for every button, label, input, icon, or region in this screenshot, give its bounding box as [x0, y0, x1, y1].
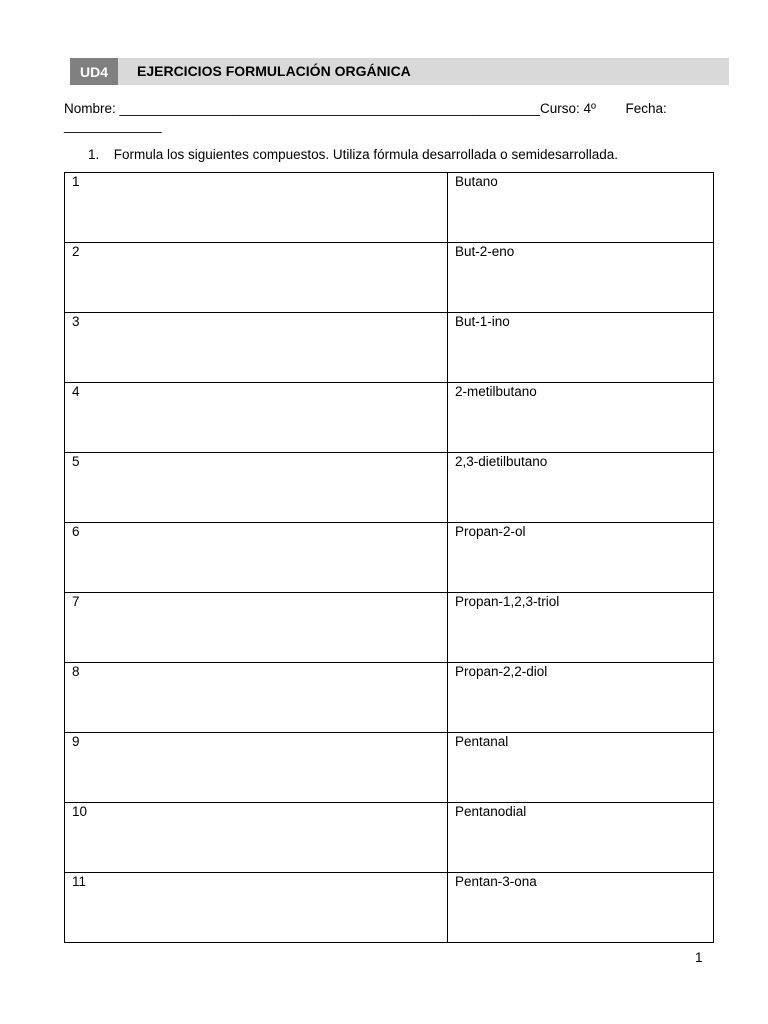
compound-number: 9 [72, 734, 80, 749]
answer-cell[interactable] [65, 383, 448, 453]
compound-name-cell [448, 593, 714, 663]
answer-cell[interactable] [65, 243, 448, 313]
fecha-blank[interactable]: _____________ [64, 118, 162, 133]
answer-cell[interactable] [65, 523, 448, 593]
table-row [65, 803, 714, 873]
compound-name: 2,3-dietilbutano [455, 454, 548, 469]
table-row [65, 243, 714, 313]
nombre-blank[interactable]: ________________________________________________________ [119, 101, 540, 116]
answer-cell[interactable] [65, 173, 448, 243]
answer-cell[interactable] [65, 593, 448, 663]
compound-name: Propan-1,2,3-triol [455, 594, 560, 609]
nombre-label: Nombre: [64, 101, 116, 116]
table-row [65, 733, 714, 803]
table-row [65, 523, 714, 593]
compound-name-cell [448, 733, 714, 803]
answer-cell[interactable] [65, 663, 448, 733]
student-info-line [64, 100, 704, 117]
compound-name-cell [448, 803, 714, 873]
compound-name: Propan-2,2-diol [455, 664, 548, 679]
answer-cell[interactable] [65, 733, 448, 803]
table-row [65, 663, 714, 733]
compound-name-cell [448, 173, 714, 243]
compound-number: 4 [72, 384, 80, 399]
compound-name: Pentan-3-ona [455, 874, 537, 889]
compound-number: 8 [72, 664, 80, 679]
table-row [65, 873, 714, 943]
table-row [65, 383, 714, 453]
compound-number: 7 [72, 594, 80, 609]
curso-label: Curso: [539, 101, 580, 116]
table-row [65, 593, 714, 663]
compound-name-cell [448, 663, 714, 733]
compound-name: Butano [455, 174, 498, 189]
compound-name: But-1-ino [455, 314, 510, 329]
document-title: EJERCICIOS FORMULACIÓN ORGÁNICA [137, 63, 411, 79]
page-number: 1 [695, 950, 703, 965]
unit-badge: UD4 [70, 58, 118, 85]
compound-name-cell [448, 523, 714, 593]
table-row [65, 313, 714, 383]
header-bar [70, 58, 729, 85]
compound-name: Pentanal [455, 734, 509, 749]
compound-number: 10 [72, 804, 88, 819]
fecha-label: Fecha: [625, 101, 667, 116]
answer-cell[interactable] [65, 453, 448, 523]
answer-cell[interactable] [65, 803, 448, 873]
compound-name: Propan-2-ol [455, 524, 526, 539]
curso-value: 4º [583, 101, 596, 116]
compound-number: 5 [72, 454, 80, 469]
compound-name-cell [448, 453, 714, 523]
exercise-text: Formula los siguientes compuestos. Utiliza fórmula desarrollada o semidesarrollada. [113, 147, 618, 162]
compound-name-cell [448, 243, 714, 313]
exercise-instruction [88, 146, 618, 163]
compound-number: 11 [72, 874, 87, 889]
compound-number: 1 [72, 174, 80, 189]
compound-number: 3 [72, 314, 80, 329]
compound-number: 2 [72, 244, 80, 259]
compound-name-cell [448, 383, 714, 453]
compounds-table [64, 172, 714, 943]
compound-name: 2-metilbutano [455, 384, 537, 399]
table-row [65, 173, 714, 243]
compound-name: Pentanodial [455, 804, 527, 819]
exercise-number: 1. [88, 147, 100, 162]
compound-name-cell [448, 873, 714, 943]
table-row [65, 453, 714, 523]
answer-cell[interactable] [65, 873, 448, 943]
compound-name-cell [448, 313, 714, 383]
compound-name: But-2-eno [455, 244, 515, 259]
answer-cell[interactable] [65, 313, 448, 383]
compound-number: 6 [72, 524, 80, 539]
